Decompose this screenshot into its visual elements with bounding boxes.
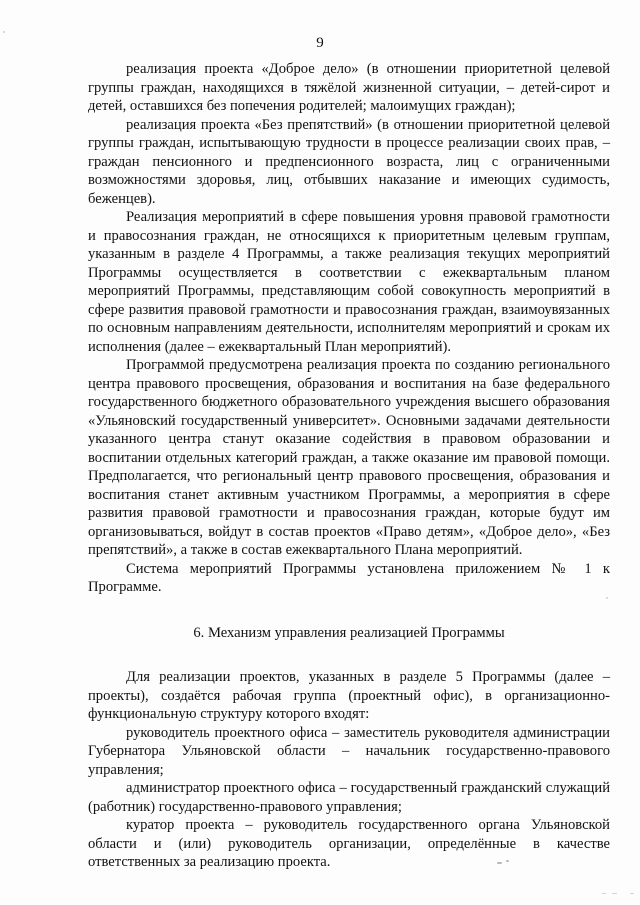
page-number: 9 xyxy=(316,35,324,51)
document-body xyxy=(88,60,610,872)
paragraph-office-administrator: администратор проектного офиса – государственный гражданский служащий (работник) государственно-правового управления; xyxy=(88,780,610,815)
section-heading: 6. Механизм управления реализацией Программы xyxy=(193,624,505,641)
paragraph-project-good-deed: реализация проекта «Доброе дело» (в отношении приоритетной целевой группы граждан, находящихся в тяжёлой жизненной ситуации, – детей-сирот и детей, оставшихся без попечения родителей; малоимущих граждан); xyxy=(88,61,610,114)
scan-speck xyxy=(602,893,606,894)
scan-speck xyxy=(497,862,502,864)
scan-speck xyxy=(606,597,608,599)
paragraph-working-group: Для реализации проектов, указанных в разделе 5 Программы (далее – проекты), создаётся рабочая группа (проектный офис), в организационно-функциональную структуру которого входят: xyxy=(88,669,610,722)
paragraph-quarterly-plan: Реализация мероприятий в сфере повышения уровня правовой грамотности и правосознания граждан, не относящихся к приоритетным целевым группам, указанным в разделе 4 Программы, а также реализация текущих мероприятий Программы осуществляется в соответствии с ежеквартальным планом мероприятий Программы, представляющим собой совокупность мероприятий в сфере развития правовой грамотности и правосознания граждан, взаимоувязанных по основным направлениям деятельности, исполнителям мероприятий и срокам их исполнения (далее – ежеквартальный План мероприятий). xyxy=(88,209,610,355)
paragraph-office-head: руководитель проектного офиса – заместитель руководителя администрации Губернатора Ульяновской области – начальник государственно-правового управления; xyxy=(88,724,610,778)
paragraph-project-curator: куратор проекта – руководитель государственного органа Ульяновской области и (или) руководитель организации, определённые в качестве ответственных за реализацию проекта. xyxy=(88,817,610,870)
paragraph-system-of-measures: Система мероприятий Программы установлена приложением № 1 к Программе. xyxy=(88,560,610,595)
paragraph-regional-center: Программой предусмотрена реализация проекта по созданию регионального центра правового просвещения, образования и воспитания на базе федерального государственного бюджетного образовательного учреждения высшего образования «Ульяновский государственный университет». Основными задачами деятельности указанного центра станут оказание содействия в правовом образовании и воспитании отдельных категорий граждан, а также оказание им правовой помощи. Предполагается, что региональный центр правового просвещения, образования и воспитания станет активным участником Программы, а мероприятия в сфере развития правовой грамотности и правосознания граждан, которые будут им организовываться, войдут в состав проектов «Право детям», «Доброе дело», «Без препятствий», а также в состав ежеквартального Плана мероприятий. xyxy=(88,357,610,558)
paragraph-project-no-barriers: реализация проекта «Без препятствий» (в отношении приоритетной целевой группы граждан, испытывающую трудности в процессе реализации своих прав, – граждан пенсионного и предпенсионного возраста, лиц с ограниченными возможностями здоровья, лиц, отбывших наказание и имеющих судимость, беженцев). xyxy=(88,116,610,207)
scan-speck xyxy=(3,31,5,33)
scan-speck xyxy=(630,893,634,894)
scan-speck xyxy=(506,860,509,862)
scan-speck xyxy=(612,893,617,894)
